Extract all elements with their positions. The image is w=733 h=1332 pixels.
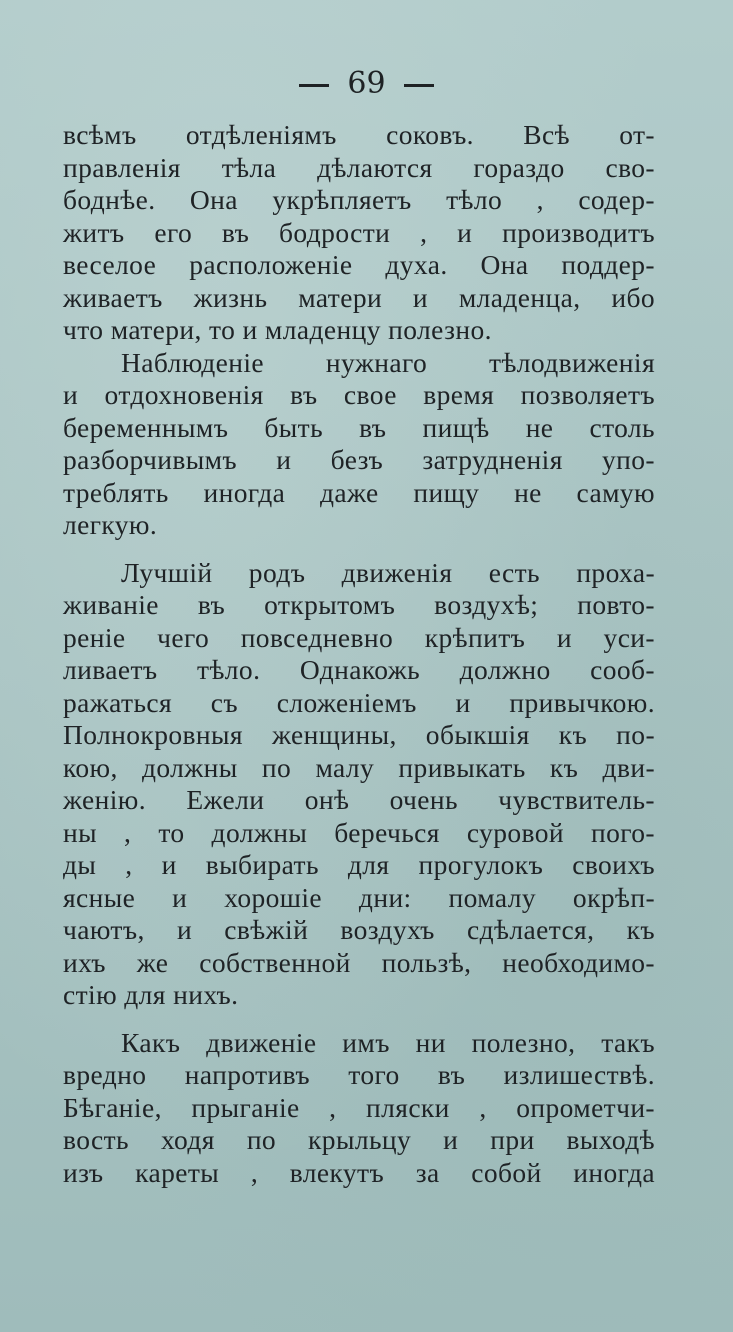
text-line: Бѣганіе, прыганіе , пляски , опрометчи- [63, 1091, 655, 1123]
text-line: что матери, то и младенцу полезно. [63, 314, 492, 345]
text-line: реніе чего повседневно крѣпитъ и уси- [63, 621, 655, 653]
text-line: и отдохновенія въ свое время позволяетъ [63, 379, 655, 410]
text-line: разборчивымъ и безъ затрудненія упо- [63, 444, 655, 475]
text-line: Наблюденіе нужнаго тѣлодвиженія [121, 346, 655, 378]
text-line: живаетъ жизнь матери и младенца, ибо [63, 281, 655, 313]
text-line: ливаетъ тѣло. Однакожь должно сооб- [63, 654, 655, 685]
text-line: ражаться съ сложеніемъ и привычкою. [63, 686, 655, 718]
text-line: стію для нихъ. [63, 979, 239, 1010]
text-line: Какъ движеніе имъ ни полезно, такъ [121, 1026, 655, 1058]
paragraph-gap [63, 542, 655, 557]
page-header [0, 66, 733, 101]
text-line: правленія тѣла дѣлаются гораздо сво- [63, 151, 655, 183]
text-line: ны , то должны беречься суровой пого- [63, 816, 655, 848]
text-line: живаніе въ открытомъ воздухѣ; повто- [63, 589, 655, 620]
text-line: чаютъ, и свѣжій воздухъ сдѣлается, къ [63, 914, 655, 945]
text-line: веселое расположеніе духа. Она поддер- [63, 249, 655, 280]
text-line: вредно напротивъ того въ излишествѣ. [63, 1059, 655, 1090]
text-line: житъ его въ бодрости , и производитъ [63, 216, 655, 248]
right-dash [404, 84, 434, 87]
text-line: кою, должны по малу привыкать къ дви- [63, 751, 655, 783]
page-number: 69 [347, 66, 386, 101]
paragraph-gap [63, 1012, 655, 1027]
text-line: беременнымъ быть въ пищѣ не столь [63, 411, 655, 443]
text-line: ясные и хорошіе дни: помалу окрѣп- [63, 881, 655, 913]
text-line: легкую. [63, 509, 158, 540]
body-text [63, 119, 655, 1189]
text-line: Лучшій родъ движенія есть проха- [121, 556, 655, 588]
text-line: женію. Ежели онѣ очень чувствитель- [63, 784, 655, 815]
text-line: ды , и выбирать для прогулокъ своихъ [63, 849, 655, 880]
text-line: треблять иногда даже пищу не самую [63, 476, 655, 508]
left-dash [299, 84, 329, 87]
text-line: Полнокровныя женщины, обыкшія къ по- [63, 719, 655, 750]
text-line: вость ходя по крыльцу и при выходѣ [63, 1124, 655, 1155]
text-line: боднѣе. Она укрѣпляетъ тѣло , содер- [63, 184, 655, 215]
text-line: изъ кареты , влекутъ за собой иногда [63, 1156, 655, 1188]
text-line: ихъ же собственной пользѣ, необходимо- [63, 946, 655, 978]
text-line: всѣмъ отдѣленіямъ соковъ. Всѣ от- [63, 119, 655, 150]
